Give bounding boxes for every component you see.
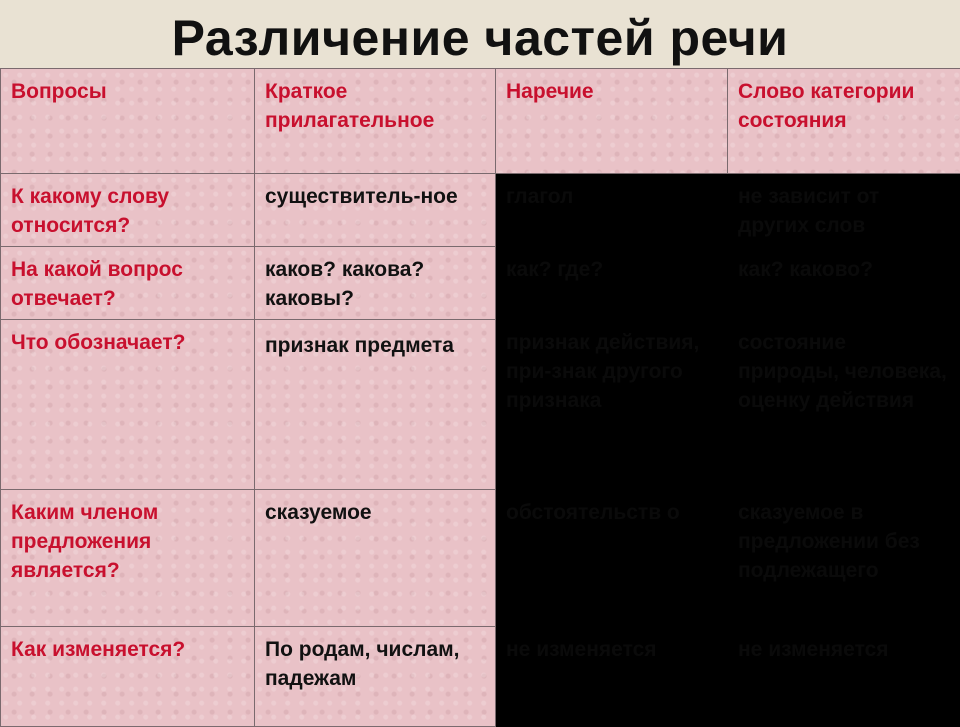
adverb-cell: обстоятельств о — [496, 490, 728, 627]
state-cell: не зависит от других слов — [728, 174, 960, 247]
adverb-cell: признак действия, при-знак другого признака — [496, 320, 728, 490]
table-row — [1, 490, 960, 627]
question-cell: Как изменяется? — [1, 627, 255, 727]
adverb-cell: как? где? — [496, 247, 728, 320]
question-cell: На какой вопрос отвечает? — [1, 247, 255, 320]
adverb-cell: не изменяется — [496, 627, 728, 727]
header-adverb: Наречие — [496, 69, 728, 174]
question-cell: К какому слову относится? — [1, 174, 255, 247]
table-row — [1, 627, 960, 727]
table-header-row — [1, 69, 960, 174]
state-cell: сказуемое в предложении без подлежащего — [728, 490, 960, 627]
adjective-cell: признак предмета — [255, 320, 496, 490]
adjective-cell: сказуемое — [255, 490, 496, 627]
header-state-category: Слово категории состояния — [728, 69, 960, 174]
parts-of-speech-table — [0, 68, 960, 727]
question-cell: Что обозначает? — [1, 320, 255, 490]
table-row — [1, 247, 960, 320]
adverb-cell: глагол — [496, 174, 728, 247]
question-cell: Каким членом предложения является? — [1, 490, 255, 627]
table-row — [1, 174, 960, 247]
state-cell: как? каково? — [728, 247, 960, 320]
header-short-adjective: Краткое прилагательное — [255, 69, 496, 174]
header-questions: Вопросы — [1, 69, 255, 174]
slide-title: Различение частей речи — [0, 8, 960, 68]
adjective-cell: существитель-ное — [255, 174, 496, 247]
adjective-cell: По родам, числам, падежам — [255, 627, 496, 727]
adjective-cell: каков? какова? каковы? — [255, 247, 496, 320]
table-row — [1, 320, 960, 490]
state-cell: не изменяется — [728, 627, 960, 727]
state-cell: состояние природы, человека, оценку действия — [728, 320, 960, 490]
